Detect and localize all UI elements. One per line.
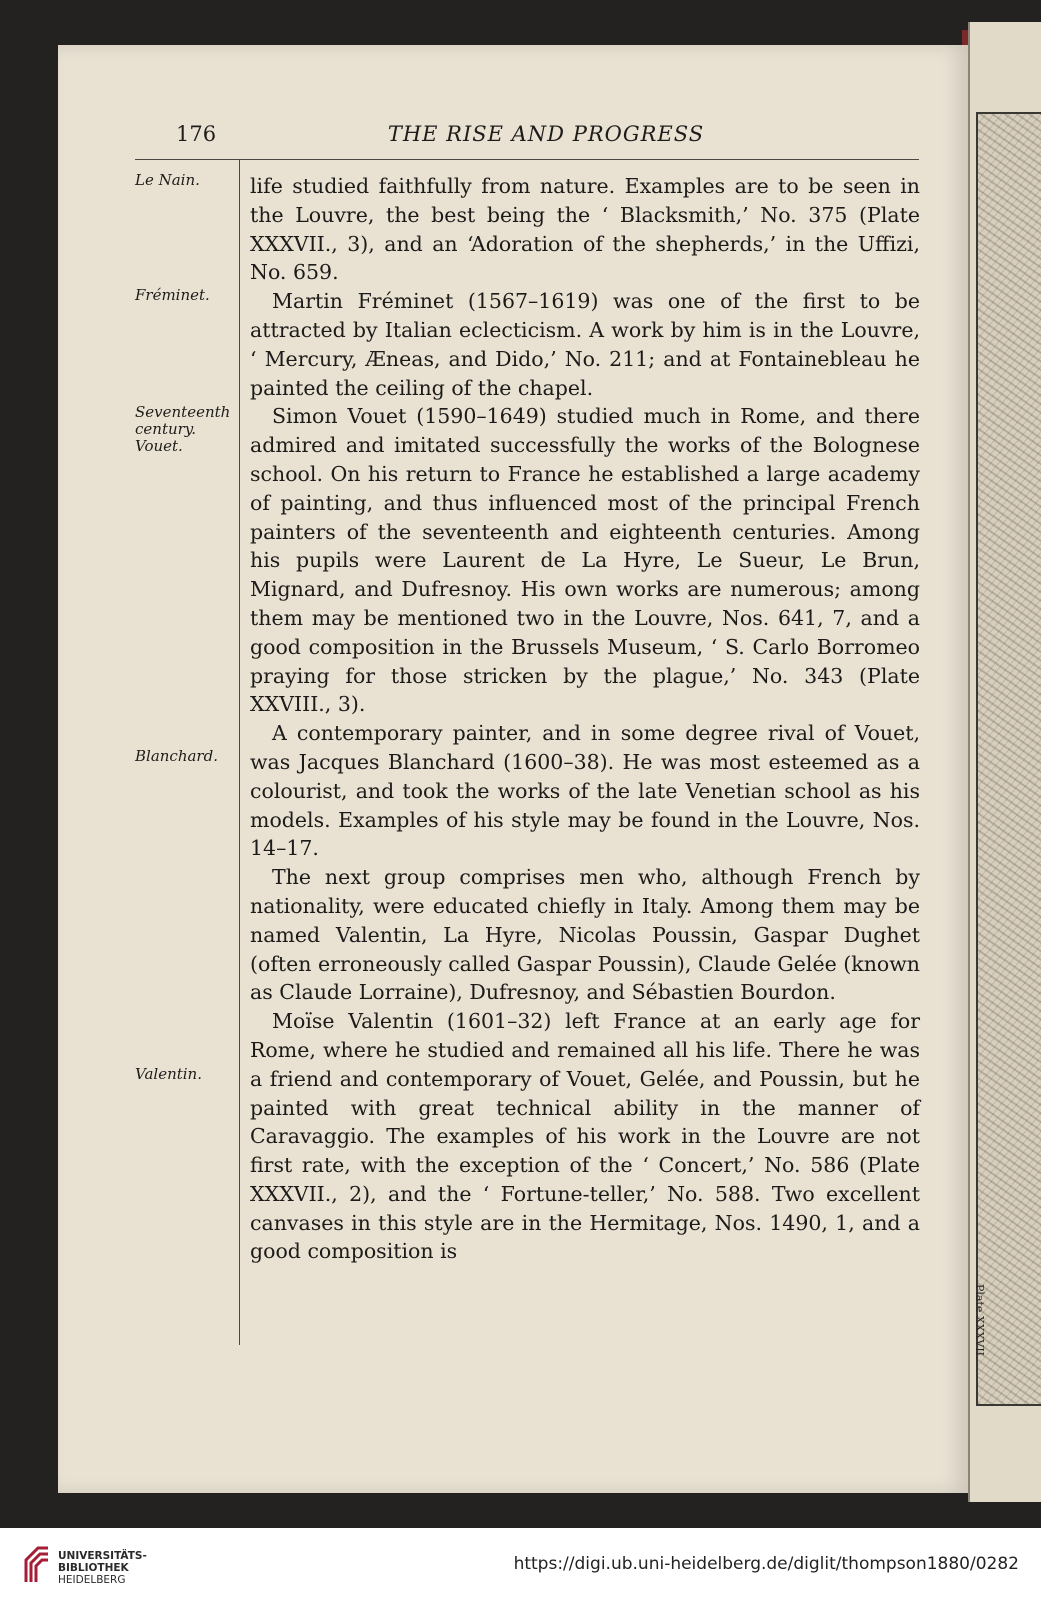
- margin-rule: [239, 160, 240, 1345]
- side-note-freminet: Fréminet.: [135, 286, 210, 304]
- plate-label: Plate XXXVII.: [973, 1284, 986, 1360]
- paragraph: Moïse Valentin (1601–32) left France at an early age for Rome, where he studied and remained all his life. There he was a friend and contemporary of Vouet, Gelée, and Poussin, but he painted with great technical ability in the manner of Caravaggio. The examples of his work in the Louvre are not first rate, with the exception of the ‘ Concert,’ No. 586 (Plate XXXVII., 2), and the ‘ Fortune-teller,’ No. 588. Two excellent canvases in this style are in the Hermitage, Nos. 1490, 1, and a good composition is: [250, 1009, 920, 1264]
- paragraph: A contemporary painter, and in some degree rival of Vouet, was Jacques Blanchard (1600–38). He was most esteemed as a colourist, and took the works of the late Venetian school as his models. Examples of his style may be found in the Louvre, Nos. 14–17.: [250, 721, 920, 861]
- paragraph: Simon Vouet (1590–1649) studied much in Rome, and there admired and imitated successfully the works of the Bolognese school. On his return to France he established a large academy of painting, and thus influenced most of the principal French painters of the seventeenth and eighteenth centuries. Among his pupils were Laurent de La Hyre, Le Sueur, Le Brun, Mignard, and Dufresnoy. His own works are numerous; among them may be mentioned two in the Louvre, Nos. 641, 7, and a good composition in the Brussels Museum, ‘ S. Carlo Borromeo praying for those stricken by the plague,’ No. 343 (Plate XXVIII., 3).: [250, 404, 920, 717]
- library-logo-icon: [22, 1542, 52, 1586]
- library-name: [58, 1550, 147, 1586]
- facing-page-plate: [968, 22, 1041, 1502]
- paragraph: life studied faithfully from nature. Examples are to be seen in the Louvre, the best being the ‘ Blacksmith,’ No. 375 (Plate XXXVII., 3), and an ‘Adoration of the shepherds,’ in the Uffizi, No. 659.: [250, 174, 920, 285]
- engraving-illustration: [976, 112, 1041, 1406]
- library-name-line: BIBLIOTHEK: [58, 1562, 129, 1574]
- header-rule: [135, 159, 919, 160]
- footer-bar: [0, 1528, 1041, 1602]
- running-title: THE RISE AND PROGRESS: [387, 122, 705, 146]
- library-name-line: UNIVERSITÄTS-: [58, 1550, 147, 1562]
- body-text: [250, 172, 920, 1266]
- side-note-blanchard: Blanchard.: [135, 747, 218, 765]
- side-note-seventeenth-century-vouet: Seventeenth century. Vouet.: [135, 403, 231, 455]
- paragraph: Martin Fréminet (1567–1619) was one of the first to be attracted by Italian eclecticism. A work by him is in the Louvre, ‘ Mercury, Æneas, and Dido,’ No. 211; and at Fontainebleau he painted the ceiling of the chapel.: [250, 289, 920, 400]
- side-note-valentin: Valentin.: [135, 1065, 202, 1083]
- permalink-url[interactable]: https://digi.ub.uni-heidelberg.de/diglit/thompson1880/0282: [513, 1554, 1019, 1574]
- paragraph: The next group comprises men who, although French by nationality, were educated chiefly in Italy. Among them may be named Valentin, La Hyre, Nicolas Poussin, Gaspar Dughet (often erroneously called Gaspar Poussin), Claude Gelée (known as Claude Lorraine), Dufresnoy, and Sébastien Bourdon.: [250, 865, 920, 1005]
- side-note-le-nain: Le Nain.: [135, 171, 200, 189]
- page-header: [176, 122, 916, 152]
- page-number: 176: [176, 122, 217, 146]
- library-name-line: HEIDELBERG: [58, 1574, 126, 1586]
